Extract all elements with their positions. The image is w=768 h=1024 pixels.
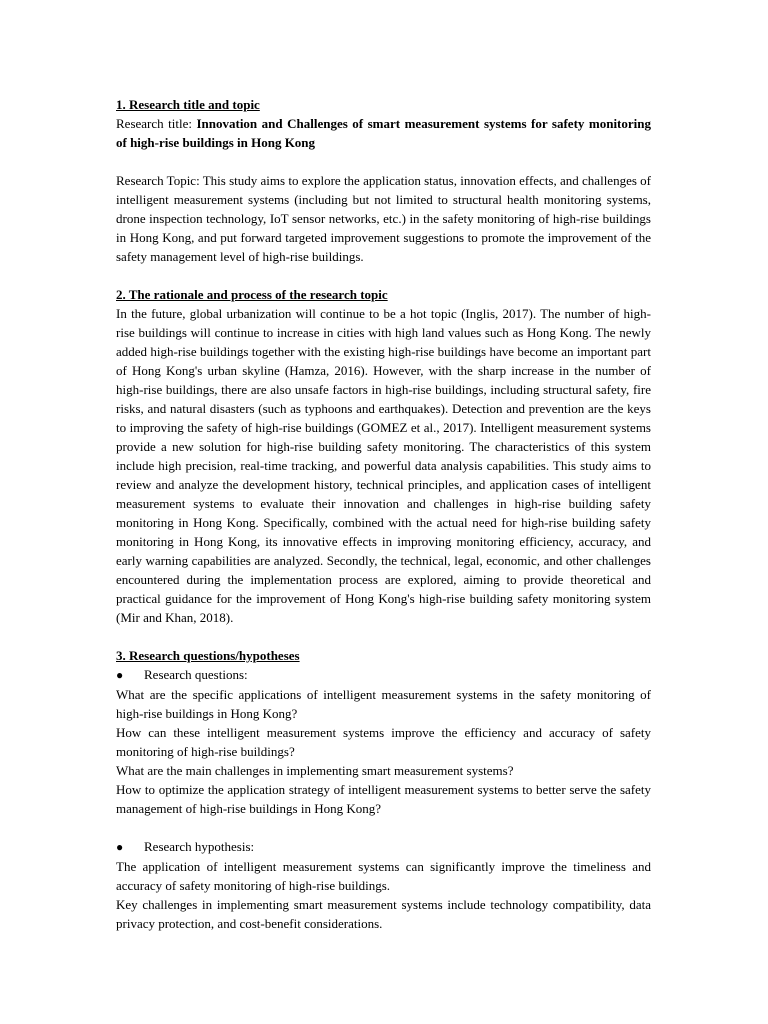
- research-title-text: Innovation and Challenges of smart measurement systems for safety monitoring of high-rise buildings in Hong Kong: [116, 116, 652, 150]
- spacer: [116, 152, 651, 171]
- section1-heading: 1. Research title and topic: [116, 97, 260, 112]
- questions-label: Research questions:: [144, 667, 248, 682]
- questions-bullet: [116, 665, 651, 685]
- research-title-paragraph: [116, 114, 651, 152]
- hypothesis-bullet: [116, 837, 651, 857]
- document-body: [116, 95, 651, 933]
- spacer: [116, 266, 651, 285]
- question-item: How can these intelligent measurement systems improve the efficiency and accuracy of safety monitoring of high-rise buildings?: [116, 725, 651, 759]
- section2-heading: 2. The rationale and process of the research topic: [116, 287, 388, 302]
- question-item: What are the main challenges in implementing smart measurement systems?: [116, 763, 514, 778]
- hypothesis-label: Research hypothesis:: [144, 839, 255, 854]
- hypothesis-item: Key challenges in implementing smart measurement systems include technology compatibility, data privacy protection, and cost-benefit considerations.: [116, 897, 651, 931]
- rationale-paragraph: In the future, global urbanization will continue to be a hot topic (Inglis, 2017). The number of high-rise buildings will continue to increase in cities with high land values such as Hong Kong. The newly added high-rise buildings together with the existing high-rise buildings have become an important part of Hong Kong's urban skyline (Hamza, 2016). However, with the sharp increase in the number of high-rise buildings, there are also unsafe factors in high-rise buildings, including structural safety, fire risks, and natural disasters (such as typhoons and earthquakes). Detection and prevention are the keys to improving the safety of high-rise buildings (GOMEZ et al., 2017). Intelligent measurement systems provide a new solution for high-rise building safety monitoring. The characteristics of this system include high precision, real-time tracking, and powerful data analysis capabilities. This study aims to review and analyze the development history, technical principles, and application cases of intelligent measurement systems to evaluate their innovation and challenges in high-rise building safety monitoring in Hong Kong. Specifically, combined with the actual need for high-rise building safety monitoring in Hong Kong, its innovative effects in improving monitoring efficiency, accuracy, and early warning capabilities are analyzed. Secondly, the technical, legal, economic, and other challenges encountered during the implementation process are explored, aiming to provide theoretical and practical guidance for the improvement of Hong Kong's high-rise building safety monitoring system (Mir and Khan, 2018).: [116, 306, 651, 625]
- spacer: [116, 818, 651, 837]
- research-topic-paragraph: Research Topic: This study aims to explore the application status, innovation effects, and challenges of intelligent measurement systems (including but not limited to structural health monitoring systems, drone inspection technology, IoT sensor networks, etc.) in the safety monitoring of high-rise buildings in Hong Kong, and put forward targeted improvement suggestions to promote the improvement of the safety management level of high-rise buildings.: [116, 173, 651, 264]
- question-item: What are the specific applications of intelligent measurement systems in the safety monitoring of high-rise buildings in Hong Kong?: [116, 687, 651, 721]
- spacer: [116, 627, 651, 646]
- section3-heading: 3. Research questions/hypotheses: [116, 648, 300, 663]
- bullet-icon: ●: [116, 668, 124, 682]
- research-title-prefix: Research title:: [116, 116, 197, 131]
- bullet-icon: ●: [116, 840, 124, 854]
- hypothesis-item: The application of intelligent measurement systems can significantly improve the timeliness and accuracy of safety monitoring of high-rise buildings.: [116, 859, 651, 893]
- question-item: How to optimize the application strategy of intelligent measurement systems to better serve the safety management of high-rise buildings in Hong Kong?: [116, 782, 651, 816]
